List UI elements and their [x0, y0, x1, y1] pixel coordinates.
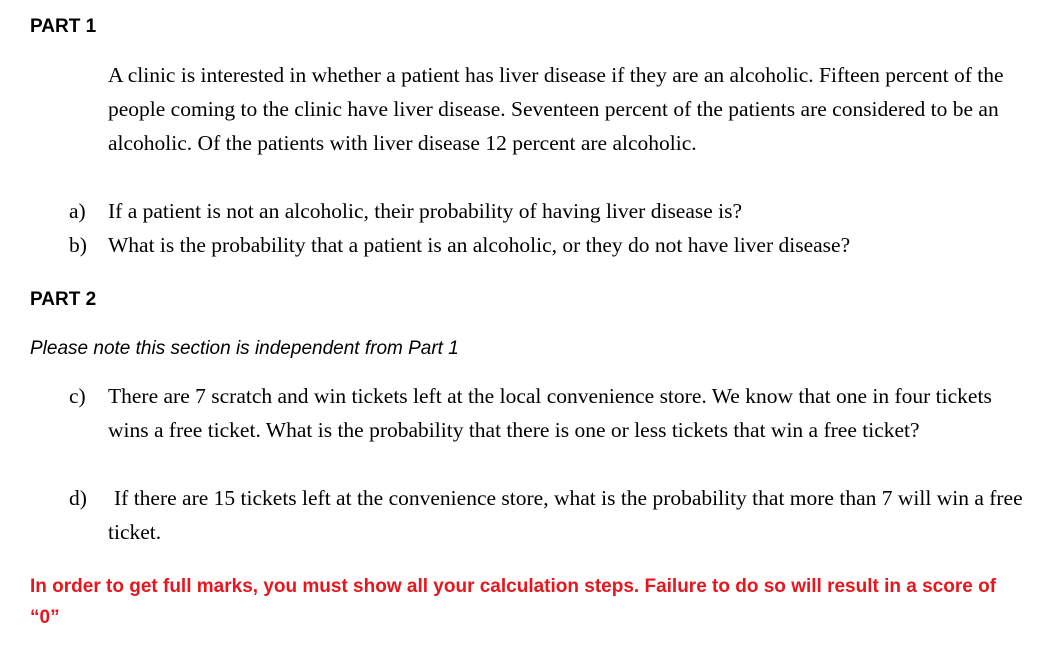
question-b-marker: b): [69, 233, 87, 257]
part2-note: Please note this section is independent from Part 1: [30, 338, 459, 359]
part2-heading: PART 2: [30, 289, 97, 310]
marking-instructions: In order to get full marks, you must show all your calculation steps. Failure to do so will result in a score of “0”: [30, 576, 997, 628]
question-a-text: If a patient is not an alcoholic, their probability of having liver disease is?: [108, 199, 743, 223]
part1-intro-paragraph: A clinic is interested in whether a patient has liver disease if they are an alcoholic. Fifteen percent of the people coming to the clinic have liver disease. Seventeen percent of the patients are considered to be an alcoholic. Of the patients with liver disease 12 percent are alcoholic.: [108, 63, 1004, 155]
question-d-text: If there are 15 tickets left at the convenience store, what is the probability that more than 7 will win a free ticket.: [108, 486, 1023, 544]
part1-heading: PART 1: [30, 16, 97, 37]
question-c-marker: c): [69, 384, 86, 408]
question-b-text: What is the probability that a patient is an alcoholic, or they do not have liver disease?: [108, 233, 851, 257]
question-c-text: There are 7 scratch and win tickets left at the local convenience store. We know that one in four tickets wins a free ticket. What is the probability that there is one or less tickets that win a free ticket?: [108, 384, 992, 442]
question-d-marker: d): [69, 486, 87, 510]
question-a-marker: a): [69, 199, 86, 223]
